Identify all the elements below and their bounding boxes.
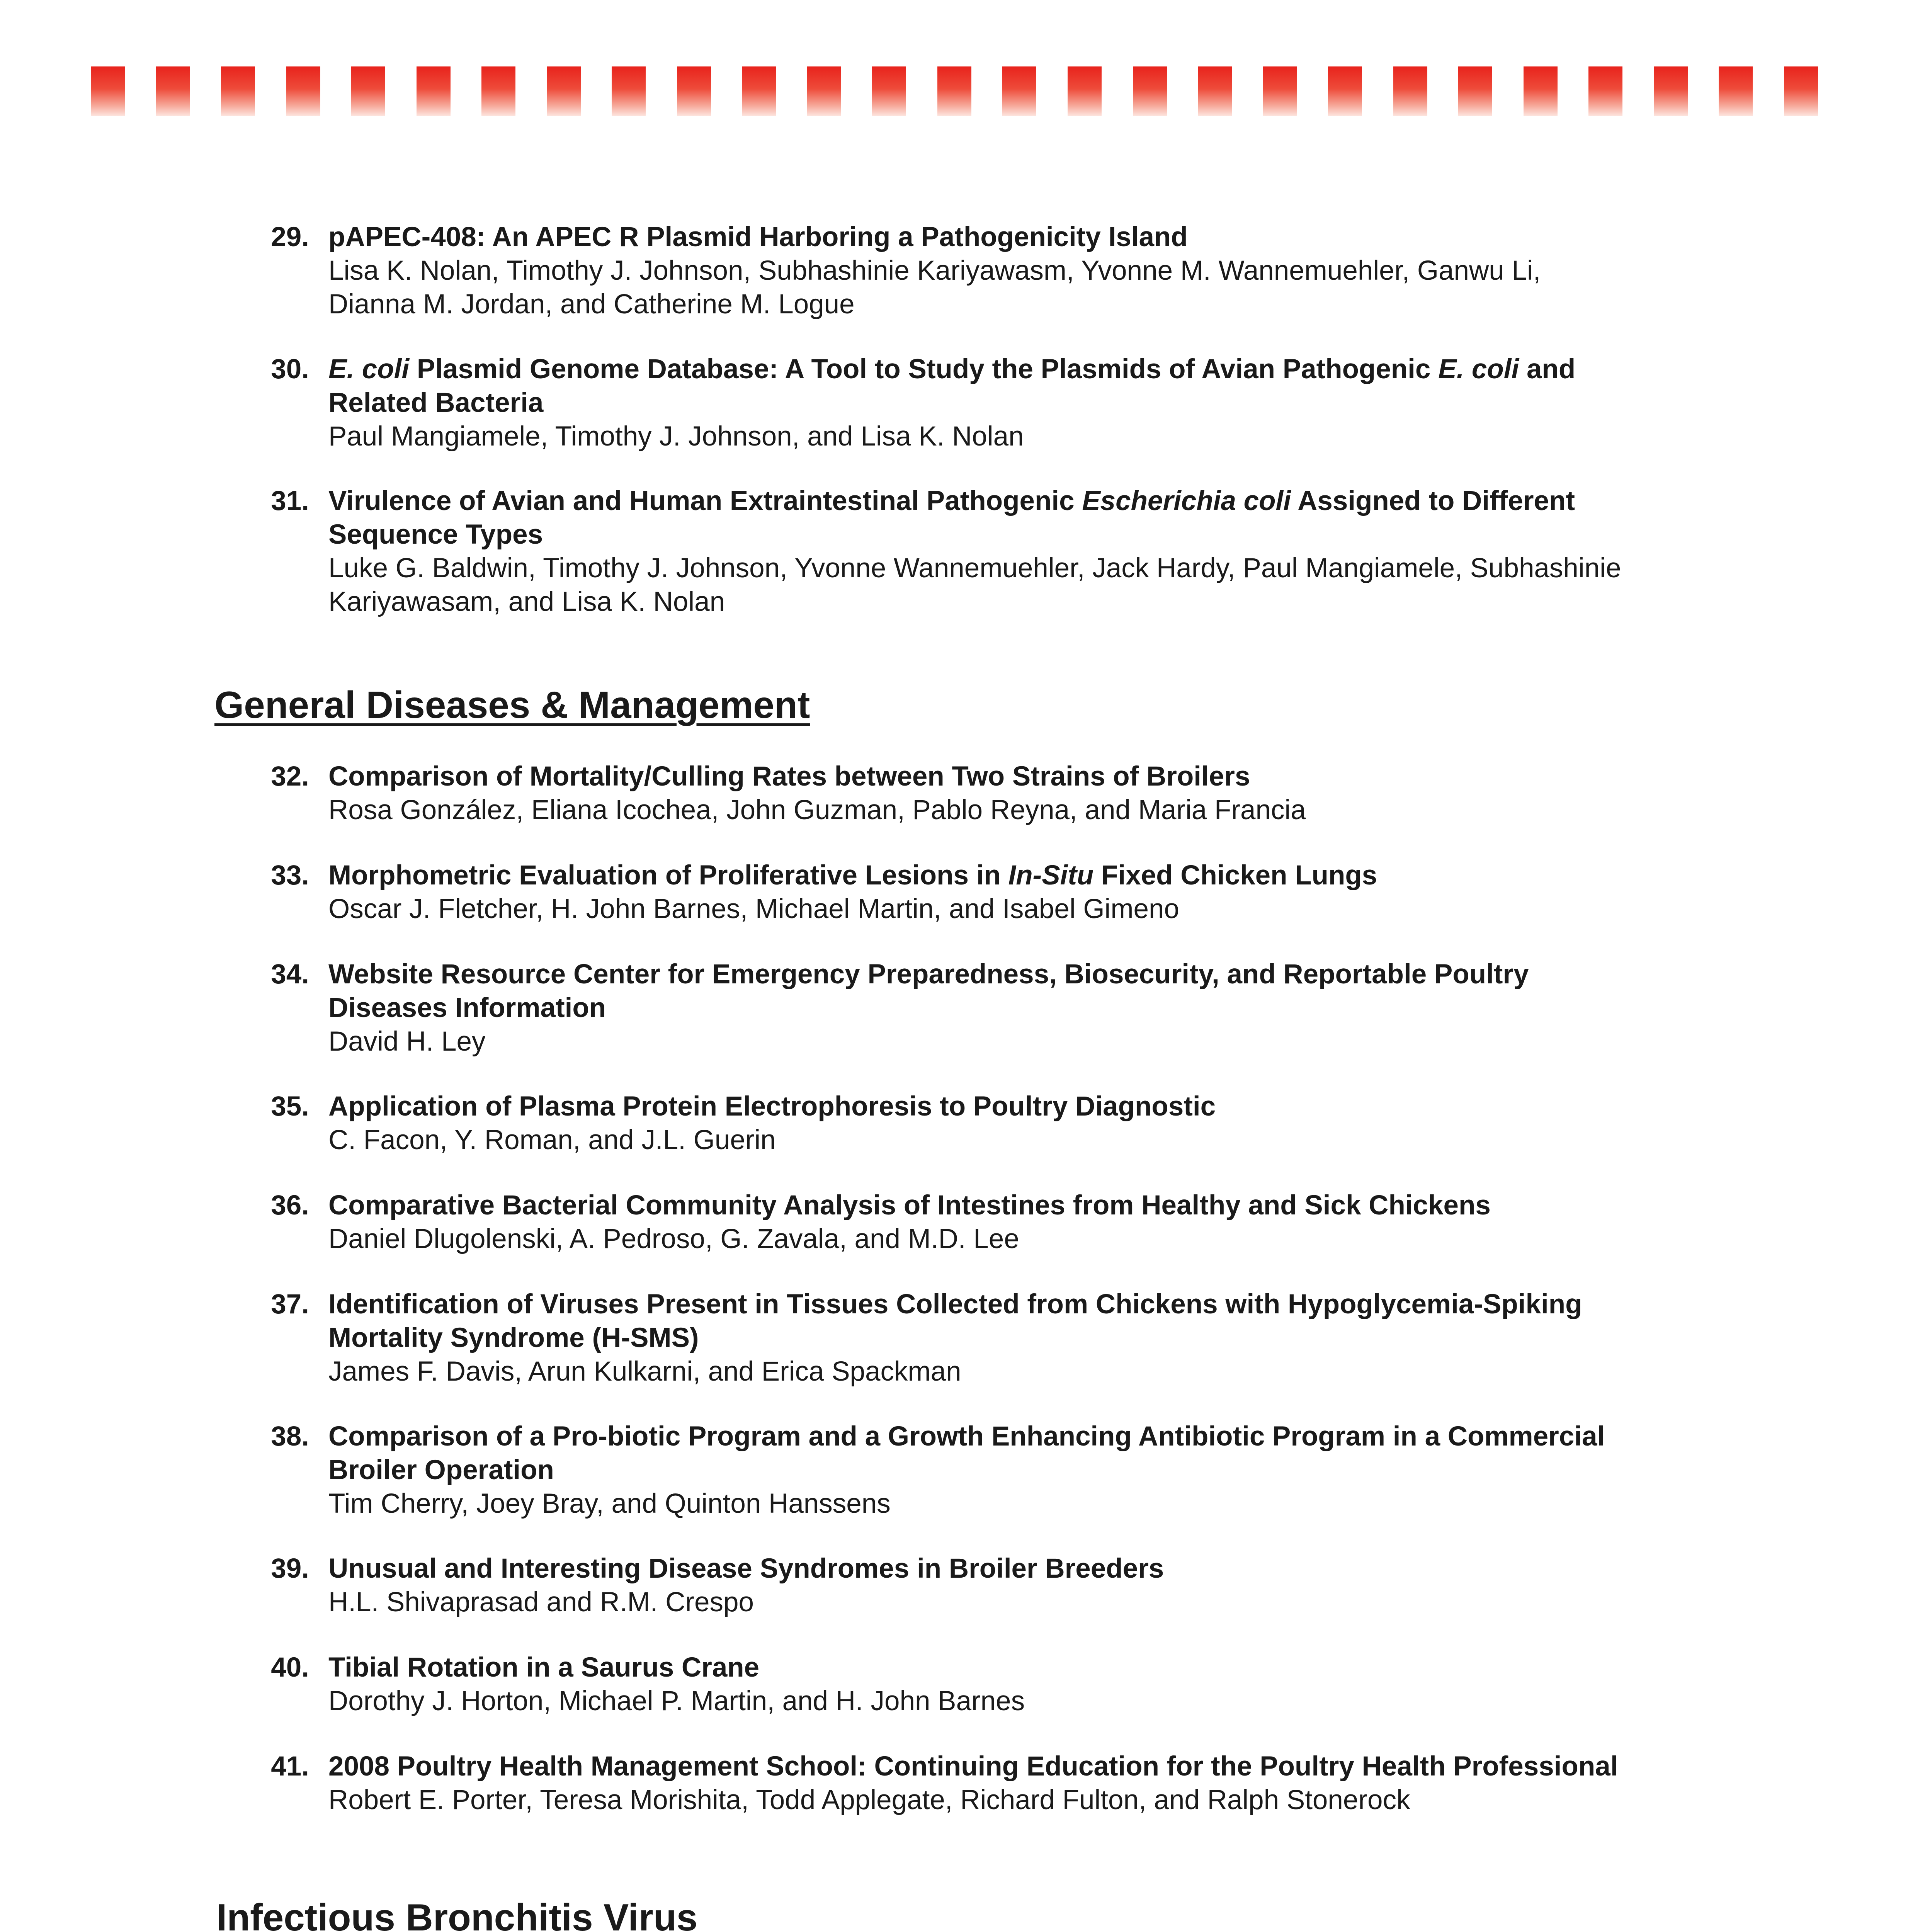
title-italic: In-Situ <box>1008 860 1094 891</box>
decorative-square <box>1654 66 1688 116</box>
authors-line: Kariyawasam, and Lisa K. Nolan <box>328 587 725 617</box>
entry-number: 39. <box>271 1553 309 1584</box>
entry-title: Comparison of Mortality/Culling Rates between Two Strains of Broilers <box>328 761 1250 792</box>
section-heading: Infectious Bronchitis Virus <box>216 1896 698 1932</box>
decorative-square <box>1198 66 1232 116</box>
entry-title: Unusual and Interesting Disease Syndromes in Broiler Breeders <box>328 1553 1164 1584</box>
entry-authors: David H. Ley <box>328 1026 486 1057</box>
entry-title: Tibial Rotation in a Saurus Crane <box>328 1652 760 1683</box>
entry-number: 33. <box>271 860 309 891</box>
entry-authors: Dorothy J. Horton, Michael P. Martin, and H. John Barnes <box>328 1686 1025 1716</box>
entry-authors: Daniel Dlugolenski, A. Pedroso, G. Zavala, and M.D. Lee <box>328 1224 1019 1254</box>
entry-authors: C. Facon, Y. Roman, and J.L. Guerin <box>328 1125 776 1155</box>
title-text: Related Bacteria <box>328 388 544 418</box>
decorative-square <box>1002 66 1036 116</box>
decorative-square <box>1133 66 1167 116</box>
decorative-square <box>481 66 515 116</box>
title-text: Morphometric Evaluation of Proliferative Lesions in <box>328 860 1008 891</box>
title-text: Plasmid Genome Database: A Tool to Study the Plasmids of Avian Pathogenic <box>409 354 1439 384</box>
entry-number: 31. <box>271 486 309 516</box>
title-text: Virulence of Avian and Human Extraintestinal Pathogenic <box>328 486 1082 516</box>
entry-authors: Tim Cherry, Joey Bray, and Quinton Hanssens <box>328 1488 891 1519</box>
entry-title: pAPEC-408: An APEC R Plasmid Harboring a Pathogenicity Island <box>328 222 1188 252</box>
decorative-square <box>1524 66 1558 116</box>
title-text: Sequence Types <box>328 519 543 550</box>
decorative-square <box>351 66 385 116</box>
entry-title <box>328 484 1719 551</box>
title-line: Comparison of a Pro-biotic Program and a Growth Enhancing Antibiotic Program in a Commercial <box>328 1421 1605 1452</box>
entry-number: 34. <box>271 959 309 990</box>
entry-number: 40. <box>271 1652 309 1683</box>
entry-title: Application of Plasma Protein Electrophoresis to Poultry Diagnostic <box>328 1091 1216 1122</box>
title-line: Website Resource Center for Emergency Preparedness, Biosecurity, and Reportable Poultry <box>328 959 1529 990</box>
entry-number: 35. <box>271 1091 309 1122</box>
decorative-square <box>1458 66 1492 116</box>
entry-number: 41. <box>271 1751 309 1782</box>
decorative-square <box>547 66 581 116</box>
decorative-square <box>1263 66 1297 116</box>
section-heading: General Diseases & Management <box>214 684 810 726</box>
entry-title: Comparative Bacterial Community Analysis of Intestines from Healthy and Sick Chickens <box>328 1190 1491 1221</box>
entry-title <box>328 957 1719 1025</box>
entry-authors: Robert E. Porter, Teresa Morishita, Todd Applegate, Richard Fulton, and Ralph Stonerock <box>328 1785 1410 1815</box>
decorative-square <box>1328 66 1362 116</box>
decorative-square <box>1588 66 1622 116</box>
decorative-square <box>677 66 711 116</box>
authors-line: Dianna M. Jordan, and Catherine M. Logue <box>328 289 855 320</box>
decorative-square <box>1784 66 1818 116</box>
decorative-square <box>807 66 841 116</box>
entry-number: 32. <box>271 761 309 792</box>
decorative-square <box>612 66 646 116</box>
title-text: and <box>1519 354 1576 384</box>
decorative-square <box>286 66 320 116</box>
entry-authors: H.L. Shivaprasad and R.M. Crespo <box>328 1587 754 1617</box>
title-line: Mortality Syndrome (H-SMS) <box>328 1323 699 1353</box>
authors-line: Paul Mangiamele, Timothy J. Johnson, and Lisa K. Nolan <box>328 421 1024 452</box>
entry-title <box>328 1287 1719 1355</box>
title-line: Broiler Operation <box>328 1455 554 1485</box>
decorative-square <box>91 66 125 116</box>
entry-number: 29. <box>271 222 309 252</box>
entry-title: 2008 Poultry Health Management School: Continuing Education for the Poultry Health Professional <box>328 1751 1618 1782</box>
entry-authors: Rosa González, Eliana Icochea, John Guzman, Pablo Reyna, and Maria Francia <box>328 795 1306 825</box>
entry-authors <box>328 254 1719 321</box>
title-italic: E. coli <box>1438 354 1519 384</box>
entry-authors <box>328 551 1719 619</box>
entry-title <box>328 859 1719 892</box>
entry-number: 36. <box>271 1190 309 1221</box>
entry-authors: Oscar J. Fletcher, H. John Barnes, Michael Martin, and Isabel Gimeno <box>328 894 1179 924</box>
authors-line: Lisa K. Nolan, Timothy J. Johnson, Subhashinie Kariyawasm, Yvonne M. Wannemuehler, Ganwu Li, <box>328 255 1541 286</box>
decorative-square <box>221 66 255 116</box>
authors-line: Luke G. Baldwin, Timothy J. Johnson, Yvonne Wannemuehler, Jack Hardy, Paul Mangiamele, Subhashinie <box>328 553 1621 583</box>
title-text: Fixed Chicken Lungs <box>1093 860 1377 891</box>
decorative-square <box>937 66 971 116</box>
decorative-square <box>1393 66 1427 116</box>
decorative-header-band <box>91 66 1818 121</box>
entry-authors: James F. Davis, Arun Kulkarni, and Erica Spackman <box>328 1356 961 1387</box>
entry-title <box>328 352 1719 420</box>
decorative-square <box>417 66 451 116</box>
entry-number: 38. <box>271 1421 309 1452</box>
decorative-square <box>872 66 906 116</box>
entry-title <box>328 1420 1719 1487</box>
decorative-square <box>156 66 190 116</box>
title-line: Diseases Information <box>328 993 606 1023</box>
entry-authors <box>328 420 1719 453</box>
entry-number: 30. <box>271 354 309 384</box>
title-italic: Escherichia coli <box>1082 486 1291 516</box>
title-text: Assigned to Different <box>1291 486 1575 516</box>
decorative-square <box>742 66 776 116</box>
entry-number: 37. <box>271 1289 309 1320</box>
decorative-square <box>1068 66 1102 116</box>
decorative-square <box>1719 66 1753 116</box>
title-line: Identification of Viruses Present in Tissues Collected from Chickens with Hypoglycemia-Spiking <box>328 1289 1582 1320</box>
title-italic: E. coli <box>328 354 410 384</box>
